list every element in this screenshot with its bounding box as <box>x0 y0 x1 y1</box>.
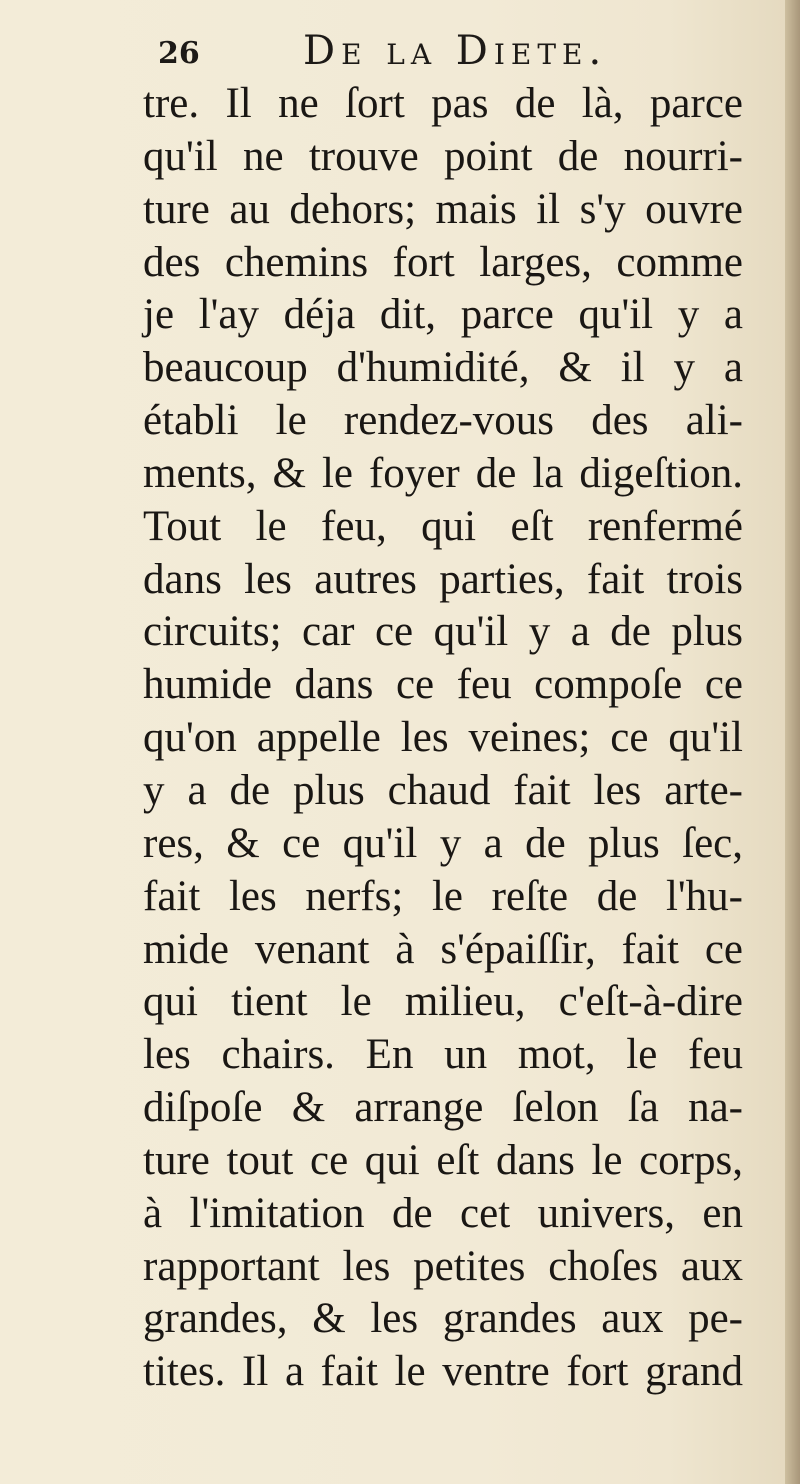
text-line: tites. Il a fait le ventre fort grand <box>143 1348 743 1396</box>
page-edge <box>785 0 800 1484</box>
text-line: fait les nerfs; le reſte de l'hu- <box>143 872 743 920</box>
text-line: qui tient le milieu, c'eſt-à-dire <box>143 978 743 1026</box>
text-line: ture au dehors; mais il s'y ouvre <box>143 185 743 233</box>
text-line: établi le rendez-vous des ali- <box>143 397 743 445</box>
text-line: tre. Il ne ſort pas de là, parce <box>143 80 743 127</box>
running-title: De la Diete. <box>303 28 608 74</box>
text-line: beaucoup d'humidité, & il y a <box>143 344 743 392</box>
text-line: à l'imitation de cet univers, en <box>143 1189 743 1237</box>
text-line: grandes, & les grandes aux pe- <box>143 1295 743 1343</box>
text-line: ture tout ce qui eſt dans le corps, <box>143 1136 743 1184</box>
text-line: qu'il ne trouve point de nourri- <box>143 132 743 180</box>
text-line: je l'ay déja dit, parce qu'il y a <box>143 291 743 339</box>
text-line: res, & ce qu'il y a de plus ſec, <box>143 819 743 867</box>
text-line: rapportant les petites choſes aux <box>143 1242 743 1290</box>
text-line: circuits; car ce qu'il y a de plus <box>143 608 743 656</box>
text-line: humide dans ce feu compoſe ce <box>143 661 743 709</box>
text-line: Tout le feu, qui eſt renfermé <box>143 502 743 550</box>
text-line: dans les autres parties, fait trois <box>143 555 743 603</box>
text-line: y a de plus chaud fait les arte- <box>143 766 743 814</box>
page-number: 26 <box>158 36 200 71</box>
text-line: ments, & le foyer de la digeſtion. <box>143 449 743 497</box>
text-line: qu'on appelle les veines; ce qu'il <box>143 714 743 762</box>
text-line: des chemins fort larges, comme <box>143 238 743 286</box>
body-text <box>143 78 743 1399</box>
text-line: diſpoſe & arrange ſelon ſa na- <box>143 1084 743 1132</box>
text-line: mide venant à s'épaiſſir, fait ce <box>143 925 743 973</box>
text-line: les chairs. En un mot, le feu <box>143 1031 743 1079</box>
